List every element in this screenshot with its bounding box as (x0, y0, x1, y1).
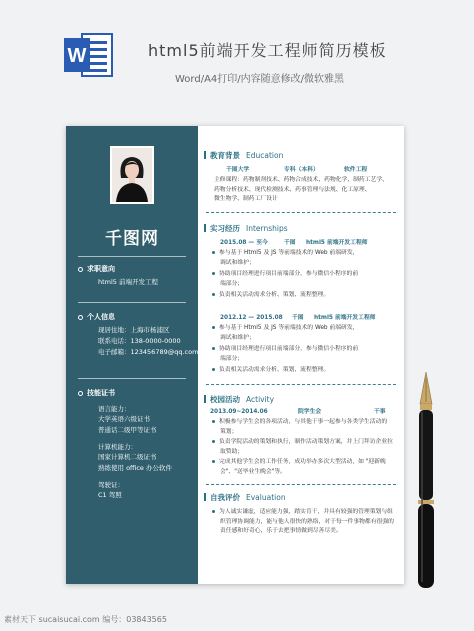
job-role: html5 前端开发工程师 (306, 240, 368, 246)
job-bullet: 参与基于 Html5 及 JS 等前端技术的 Web 前端研发， (212, 249, 358, 259)
job-intent-block (87, 264, 198, 288)
divider (78, 256, 186, 257)
template-title: html5前端开发工程师简历模板 (148, 41, 387, 60)
skill-group-label: 语言能力： (98, 405, 131, 413)
activity-role: 干事 (374, 409, 386, 415)
job-bullet-cont: 调试和维护； (220, 259, 255, 266)
job-bullet-cont: 调试和维护； (220, 334, 255, 341)
job-period: 2015.08 — 至今 (220, 240, 268, 246)
activity-period: 2013.09~2014.06 (210, 409, 268, 415)
skills-block (87, 388, 198, 501)
job-bullet: 协助项目经理进行项目前端部分，参与微信小程序的前 (212, 270, 358, 280)
activity-heading: 校园活动 Activity (210, 395, 275, 404)
course-line: 药物分析技术、现代检测技术、药事管理与法规、化工原理、 (214, 186, 371, 193)
job-period: 2012.12 — 2015.08 (220, 315, 283, 321)
resume-page (66, 126, 404, 584)
job-bullet-cont: 端部分； (220, 355, 244, 362)
resume-main (198, 126, 404, 584)
job-company: 千图 (284, 240, 296, 246)
evaluation-heading: 自我评价 Evaluation (210, 493, 286, 502)
fountain-pen-icon (411, 370, 441, 592)
major: 软件工程 (344, 167, 368, 173)
job-intent-heading: 求职意向 (87, 265, 115, 273)
skill-group-label: 计算机能力： (98, 443, 137, 451)
template-subtitle: Word/A4打印/内容随意修改/微软雅黑 (175, 74, 345, 85)
course-line: 主修课程：药物制剂技术、药物合成技术、药物化学、制药工艺学、 (214, 177, 388, 183)
job-intent-value: html5 前端开发工程 (98, 278, 159, 286)
circle-bullet-icon (78, 267, 83, 272)
degree: 专科（本科） (284, 167, 319, 173)
job-bullet: 负责相关活动需求分析、策划、流程整理。 (212, 366, 329, 376)
education-heading: 教育背景 Education (210, 151, 284, 160)
circle-bullet-icon (78, 391, 83, 396)
resume-sidebar (66, 126, 198, 584)
circle-bullet-icon (78, 315, 83, 320)
profile-photo (110, 146, 154, 204)
skill-item: 普通话二级甲等证书 (98, 426, 157, 434)
school: 千图大学 (226, 167, 250, 173)
divider (206, 484, 396, 485)
job-bullet-cont: 端部分； (220, 280, 244, 287)
activity-bullet-cont: 策划； (220, 428, 238, 435)
evaluation-line: 为人诚实谦虚，适应能力强，踏实肯干，并具有较强的管理策划与组 (212, 508, 393, 518)
skill-item: 大学英语六级证书 (98, 415, 150, 423)
activity-bullet: 完成其他学生会的工作任务，成功举办多次大型活动，如 "迎新晚 (212, 458, 386, 468)
skill-item: 熟练使用 office 办公软件 (98, 464, 172, 472)
word-letter: W (67, 45, 87, 67)
activity-bullet: 积极参与学生会的各项活动，与其他干事一起参与各类学生活动的 (212, 418, 387, 428)
personal-info-block (87, 312, 199, 358)
personal-info-heading: 个人信息 (87, 313, 115, 321)
activity-bullet-cont: 取赞助； (220, 448, 244, 455)
evaluation-line: 责任感和好奇心，乐于去把事情做到尽善尽美。 (220, 528, 342, 535)
activity-bullet: 负责学院活动的策划和执行，制作活动策划方案，并上门拜访企业拉 (212, 438, 393, 448)
residence: 现居住地：上海市杨浦区 (98, 326, 170, 334)
candidate-name: 千图网 (105, 229, 159, 249)
skill-item: 国家计算机二级证书 (98, 453, 157, 461)
divider (78, 378, 186, 379)
job-bullet: 协助项目经理进行项目前端部分，参与微信小程序的前 (212, 345, 358, 355)
skill-item: C1 驾照 (98, 491, 122, 499)
divider (206, 212, 396, 213)
evaluation-line: 织管理协调能力，能与他人很快的熟络，对于每一件事物都有很强的 (220, 518, 394, 525)
email: 电子邮箱：123456789@qq.com (98, 348, 199, 356)
word-document-icon (62, 30, 120, 80)
divider (206, 384, 396, 385)
phone: 联系电话：138-0000-0000 (98, 337, 181, 345)
course-line: 微生物学、制药工厂设计 (214, 196, 278, 203)
job-bullet: 负责相关活动需求分析、策划、流程整理。 (212, 291, 329, 301)
watermark: 素材天下 sucaisucai.com 编号：03843565 (4, 615, 167, 624)
job-company: 千图 (292, 315, 304, 321)
skills-heading: 技能证书 (87, 389, 115, 397)
internships-heading: 实习经历 Internships (210, 224, 288, 233)
skill-group-label: 驾驶证： (98, 481, 124, 489)
activity-bullet-cont: 会"、"送毕业生晚会"等。 (220, 468, 286, 475)
job-role: html5 前端开发工程师 (314, 315, 376, 321)
job-bullet: 参与基于 Html5 及 JS 等前端技术的 Web 前端研发， (212, 324, 358, 334)
activity-org: 院学生会 (298, 409, 322, 415)
divider (78, 302, 186, 303)
